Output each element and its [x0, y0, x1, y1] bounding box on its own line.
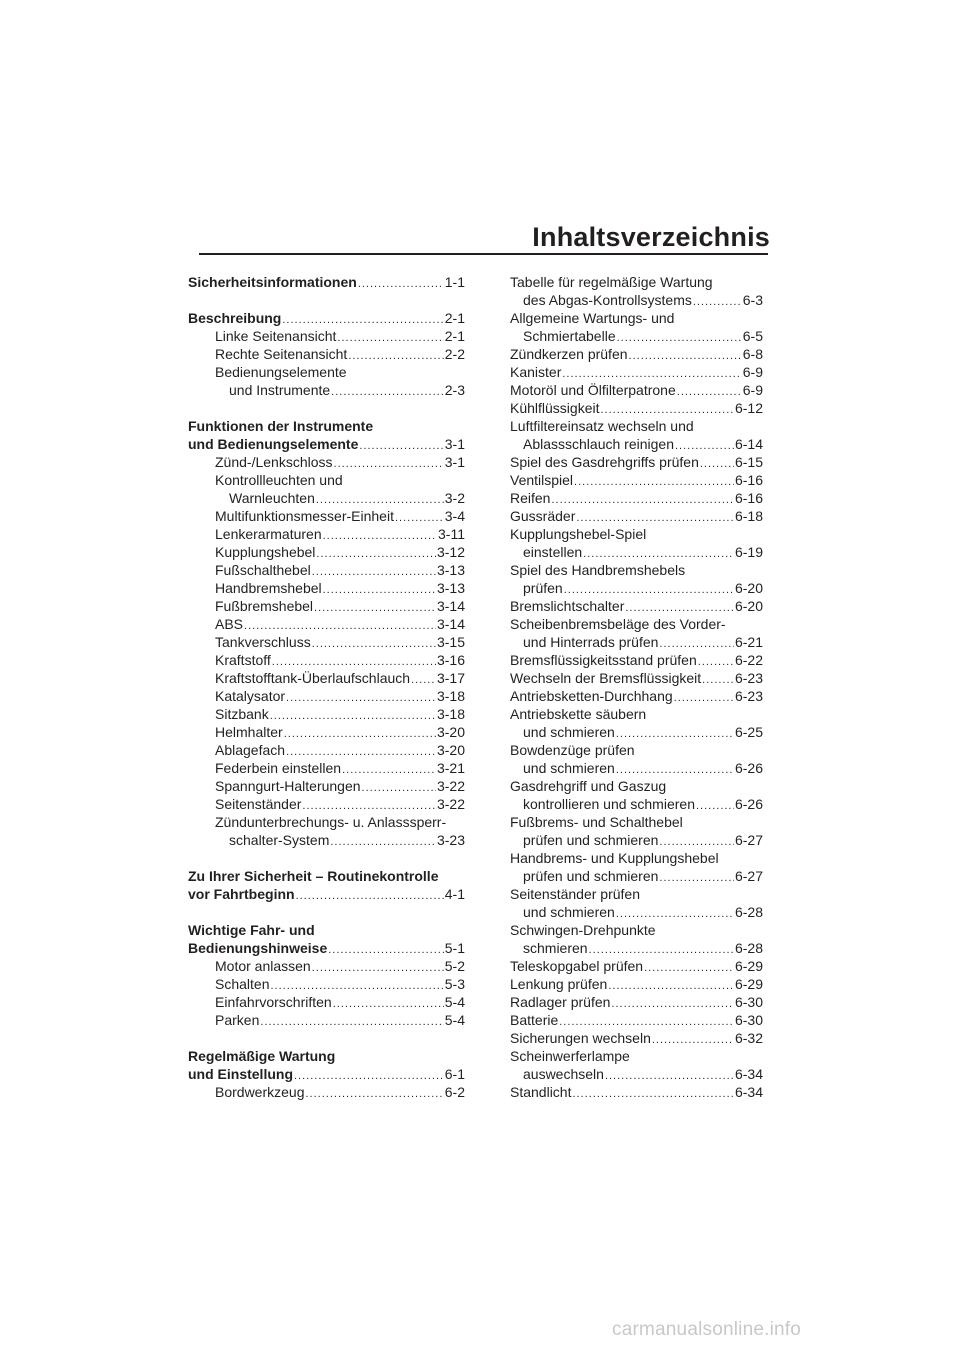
toc-page-number: 2-3	[444, 382, 465, 398]
toc-page-number: 6-30	[734, 1012, 763, 1028]
toc-entry-title: Tabelle für regelmäßige Wartung	[510, 274, 713, 290]
toc-page-number: 6-32	[734, 1030, 763, 1046]
toc-page-number: 3-22	[436, 796, 465, 812]
toc-entry[interactable]	[510, 633, 763, 651]
toc-page-number: 6-25	[734, 724, 763, 740]
toc-entry-title: vor Fahrtbeginn	[188, 886, 295, 902]
toc-entry-title: Antriebskette säubern	[510, 706, 647, 722]
toc-entry-title: Spanngurt-Halterungen	[215, 778, 361, 794]
dot-leader	[260, 1013, 443, 1031]
toc-page-number: 3-18	[436, 706, 465, 722]
toc-entry-title: schmieren	[523, 940, 588, 956]
toc-entry[interactable]	[188, 381, 465, 399]
toc-entry[interactable]	[188, 957, 465, 975]
toc-page-number: 6-20	[734, 598, 763, 614]
toc-entry[interactable]	[188, 777, 465, 795]
toc-page-number: 5-4	[444, 994, 465, 1010]
toc-entry-title: Kraftstoff	[215, 652, 271, 668]
toc-page-number: 3-15	[436, 634, 465, 650]
toc-entry-title: Schmiertabelle	[523, 328, 616, 344]
toc-page-number: 6-27	[734, 868, 763, 884]
toc-entry-title: Zündunterbrechungs- u. Anlasssperr-	[215, 814, 447, 830]
dot-leader	[605, 1067, 734, 1085]
toc-page-number: 6-1	[444, 1066, 465, 1082]
dot-leader	[358, 275, 444, 293]
toc-page-number: 3-14	[436, 598, 465, 614]
toc-entry[interactable]	[510, 507, 763, 525]
toc-entry[interactable]	[188, 543, 465, 561]
toc-page-number: 3-20	[436, 742, 465, 758]
toc-page-number: 6-28	[734, 940, 763, 956]
toc-entry[interactable]	[510, 687, 763, 705]
toc-entry-title: Scheinwerferlampe	[510, 1048, 630, 1064]
dot-leader	[306, 1085, 444, 1103]
toc-page-number: 3-13	[436, 580, 465, 596]
toc-entry-title: Linke Seitenansicht	[215, 328, 337, 344]
dot-leader	[314, 599, 436, 617]
dot-leader	[294, 1067, 444, 1085]
toc-entry[interactable]	[188, 651, 465, 669]
toc-page-number: 6-20	[734, 580, 763, 596]
toc-entry[interactable]	[510, 795, 763, 813]
toc-page-number: 6-9	[742, 382, 763, 398]
toc-entry[interactable]	[510, 327, 763, 345]
toc-page-number: 6-3	[742, 292, 763, 308]
toc-entry-title: Kraftstofftank-Überlaufschlauch	[215, 670, 411, 686]
dot-leader	[693, 293, 742, 311]
dot-leader	[328, 941, 444, 959]
toc-entry-title: Schalten	[215, 976, 270, 992]
toc-entry[interactable]	[188, 831, 465, 849]
toc-entry-title: Wechseln der Bremsflüssigkeit	[510, 670, 702, 686]
toc-entry[interactable]	[510, 957, 763, 975]
dot-leader	[312, 635, 436, 653]
toc-page-number: 3-14	[436, 616, 465, 632]
dot-leader	[316, 545, 436, 563]
toc-entry[interactable]	[188, 1083, 465, 1101]
toc-entry-title: Tankverschluss	[215, 634, 311, 650]
toc-page-number: 5-3	[444, 976, 465, 992]
toc-page-number: 6-5	[742, 328, 763, 344]
toc-page-number: 6-16	[734, 472, 763, 488]
toc-page-number: 6-34	[734, 1066, 763, 1082]
dot-leader	[698, 653, 734, 671]
toc-entry[interactable]	[188, 741, 465, 759]
toc-section-heading[interactable]	[188, 435, 465, 453]
toc-page-number: 3-13	[436, 562, 465, 578]
dot-leader	[702, 671, 734, 689]
toc-entry[interactable]	[510, 399, 763, 417]
dot-leader	[334, 455, 444, 473]
toc-entry[interactable]	[188, 795, 465, 813]
dot-leader	[270, 707, 436, 725]
toc-page-number: 3-4	[444, 508, 465, 524]
dot-leader	[348, 347, 443, 365]
toc-entry-title: Seitenständer prüfen	[510, 886, 640, 902]
toc-entry-title: Luftfiltereinsatz wechseln und	[510, 418, 694, 434]
dot-leader	[330, 833, 436, 851]
section-spacer	[188, 903, 465, 921]
toc-entry-title: kontrollieren und schmieren	[523, 796, 695, 812]
toc-page-number: 6-15	[734, 454, 763, 470]
toc-entry[interactable]	[510, 975, 763, 993]
title-rule	[199, 253, 768, 255]
toc-entry[interactable]	[510, 939, 763, 957]
toc-page-number: 6-34	[734, 1084, 763, 1100]
dot-leader	[617, 329, 742, 347]
dot-leader	[362, 779, 436, 797]
dot-leader	[411, 671, 436, 689]
toc-entry-title: Spiel des Gasdrehgriffs prüfen	[510, 454, 699, 470]
toc-entry-title: Kanister	[510, 364, 562, 380]
toc-entry-title: und Instrumente	[229, 382, 331, 398]
toc-entry[interactable]	[188, 669, 465, 687]
dot-leader	[296, 887, 444, 905]
toc-entry-title: Warnleuchten	[229, 490, 315, 506]
toc-page-number: 2-2	[444, 346, 465, 362]
toc-page-number: 3-22	[436, 778, 465, 794]
toc-entry[interactable]	[510, 669, 763, 687]
toc-entry[interactable]	[188, 633, 465, 651]
toc-entry-title: Ablagefach	[215, 742, 286, 758]
toc-entry-title: Kupplungshebel	[215, 544, 316, 560]
toc-entry-title: Allgemeine Wartungs- und	[510, 310, 675, 326]
toc-entry-title: Motor anlassen	[215, 958, 311, 974]
toc-entry[interactable]	[188, 615, 465, 633]
toc-entry-title: Bordwerkzeug	[215, 1084, 305, 1100]
toc-entry-title: Reifen	[510, 490, 551, 506]
toc-entry-title: Scheibenbremsbeläge des Vorder-	[510, 616, 726, 632]
toc-entry	[510, 273, 763, 291]
toc-entry-title: Bremsflüssigkeitsstand prüfen	[510, 652, 697, 668]
toc-entry-title: einstellen	[523, 544, 583, 560]
dot-leader	[337, 329, 443, 347]
toc-page-number: 3-20	[436, 724, 465, 740]
toc-entry-title: Handbremshebel	[215, 580, 322, 596]
toc-entry-title: Seitenständer	[215, 796, 302, 812]
toc-entry-title: Regelmäßige Wartung	[188, 1048, 336, 1064]
toc-entry-title: Einfahrvorschriften	[215, 994, 332, 1010]
toc-entry[interactable]	[188, 759, 465, 777]
toc-entry[interactable]	[510, 489, 763, 507]
toc-entry	[510, 705, 763, 723]
toc-entry-title: Wichtige Fahr- und	[188, 922, 315, 938]
toc-entry[interactable]	[188, 561, 465, 579]
toc-entry[interactable]	[188, 597, 465, 615]
toc-entry[interactable]	[510, 597, 763, 615]
toc-entry-title: Radlager prüfen	[510, 994, 611, 1010]
toc-page-number: 6-26	[734, 796, 763, 812]
toc-page-number: 3-1	[444, 436, 465, 452]
dot-leader	[312, 959, 444, 977]
toc-page-number: 3-17	[436, 670, 465, 686]
toc-entry	[510, 741, 763, 759]
toc-entry[interactable]	[188, 453, 465, 471]
toc-entry[interactable]	[510, 345, 763, 363]
dot-leader	[359, 437, 443, 455]
toc-page-number: 3-1	[444, 454, 465, 470]
toc-entry-title: prüfen und schmieren	[523, 868, 659, 884]
toc-page-number: 6-8	[742, 346, 763, 362]
toc-page-number: 2-1	[444, 310, 465, 326]
toc-column-left	[188, 273, 465, 1101]
toc-page-number: 6-23	[734, 670, 763, 686]
toc-entry[interactable]	[188, 489, 465, 507]
toc-entry-title: Kontrollleuchten und	[215, 472, 343, 488]
toc-page-number: 6-21	[734, 634, 763, 650]
toc-entry-title: ABS	[215, 616, 244, 632]
dot-leader	[551, 491, 734, 509]
toc-entry-title: Lenkerarmaturen	[215, 526, 322, 542]
toc-entry-title: und schmieren	[523, 724, 615, 740]
toc-entry-title: Teleskopgabel prüfen	[510, 958, 644, 974]
toc-entry[interactable]	[510, 723, 763, 741]
toc-section-heading[interactable]	[188, 1065, 465, 1083]
toc-page-number: 5-2	[444, 958, 465, 974]
toc-entry[interactable]	[510, 1029, 763, 1047]
toc-entry	[510, 309, 763, 327]
section-spacer	[188, 291, 465, 309]
toc-entry-title: Gasdrehgriff und Gaszug	[510, 778, 667, 794]
toc-entry-title: Antriebsketten-Durchhang	[510, 688, 673, 704]
toc-entry-title: Handbrems- und Kupplungshebel	[510, 850, 719, 866]
toc-entry-title: Sicherungen wechseln	[510, 1030, 651, 1046]
dot-leader	[700, 455, 734, 473]
toc-entry[interactable]	[188, 723, 465, 741]
toc-entry[interactable]	[188, 975, 465, 993]
toc-entry[interactable]	[188, 507, 465, 525]
dot-leader	[572, 1085, 733, 1103]
toc-entry-title: Lenkung prüfen	[510, 976, 608, 992]
toc-entry-title: Sicherheitsinformationen	[188, 274, 357, 290]
toc-entry-title: Fußschalthebel	[215, 562, 311, 578]
toc-page-number: 6-19	[734, 544, 763, 560]
toc-entry-title: des Abgas-Kontrollsystems	[523, 292, 692, 308]
toc-entry[interactable]	[510, 903, 763, 921]
toc-page-number: 3-2	[444, 490, 465, 506]
toc-entry-title: Gussräder	[510, 508, 576, 524]
dot-leader	[659, 869, 734, 887]
toc-entry[interactable]	[510, 867, 763, 885]
toc-entry-title: Rechte Seitenansicht	[215, 346, 348, 362]
toc-entry-title: Federbein einstellen	[215, 760, 342, 776]
dot-leader	[286, 689, 436, 707]
toc-page-number: 3-21	[436, 760, 465, 776]
toc-entry-title: Zündkerzen prüfen	[510, 346, 628, 362]
toc-page-number: 4-1	[444, 886, 465, 902]
toc-entry[interactable]	[510, 453, 763, 471]
toc-entry	[510, 921, 763, 939]
toc-entry[interactable]	[510, 759, 763, 777]
toc-page-number: 6-22	[734, 652, 763, 668]
toc-column-right	[510, 273, 763, 1101]
dot-leader	[323, 527, 437, 545]
toc-page-number: 1-1	[444, 274, 465, 290]
toc-entry-title: Zu Ihrer Sicherheit – Routinekontrolle	[188, 868, 439, 884]
toc-entry-title: Kühlflüssigkeit	[510, 400, 600, 416]
toc-entry-title: prüfen und schmieren	[523, 832, 659, 848]
toc-page-number: 6-9	[742, 364, 763, 380]
toc-section-heading[interactable]	[188, 309, 465, 327]
toc-entry-title: und schmieren	[523, 904, 615, 920]
toc-entry	[510, 417, 763, 435]
toc-entry[interactable]	[510, 831, 763, 849]
dot-leader	[574, 473, 734, 491]
dot-leader	[331, 383, 444, 401]
toc-section-heading	[188, 867, 465, 885]
toc-entry	[510, 885, 763, 903]
dot-leader	[611, 995, 734, 1013]
toc-entry-title: und Einstellung	[188, 1066, 293, 1082]
toc-entry-title: schalter-System	[229, 832, 330, 848]
toc-entry-title: Beschreibung	[188, 310, 282, 326]
dot-leader	[644, 959, 734, 977]
toc-page-number: 6-16	[734, 490, 763, 506]
toc-entry-title: Zünd-/Lenkschloss	[215, 454, 333, 470]
toc-entry	[188, 813, 465, 831]
toc-page-number: 6-26	[734, 760, 763, 776]
toc-page-number: 5-4	[444, 1012, 465, 1028]
toc-section-heading	[188, 1047, 465, 1065]
toc-page-number: 6-27	[734, 832, 763, 848]
toc-entry[interactable]	[188, 705, 465, 723]
section-spacer	[188, 399, 465, 417]
toc-entry-title: Bedienungshinweise	[188, 940, 328, 956]
toc-section-heading[interactable]	[188, 273, 465, 291]
toc-entry-title: und Hinterrads prüfen	[523, 634, 659, 650]
toc-entry-title: Bremslichtschalter	[510, 598, 625, 614]
toc-entry[interactable]	[510, 291, 763, 309]
toc-section-heading[interactable]	[188, 885, 465, 903]
toc-page-number: 6-18	[734, 508, 763, 524]
page-title: Inhaltsverzeichnis	[532, 222, 770, 252]
toc-entry[interactable]	[188, 525, 465, 543]
toc-entry[interactable]	[188, 993, 465, 1011]
dot-leader	[333, 995, 444, 1013]
toc-section-heading	[188, 417, 465, 435]
toc-entry	[188, 471, 465, 489]
toc-entry	[510, 561, 763, 579]
toc-page-number: 6-14	[734, 436, 763, 452]
section-spacer	[188, 849, 465, 867]
dot-leader	[323, 581, 436, 599]
toc-entry	[510, 777, 763, 795]
toc-entry	[510, 813, 763, 831]
toc-page-number: 2-1	[444, 328, 465, 344]
toc-entry[interactable]	[510, 579, 763, 597]
toc-entry[interactable]	[510, 651, 763, 669]
dot-leader	[312, 563, 436, 581]
toc-entry-title: Funktionen der Instrumente	[188, 418, 374, 434]
toc-entry	[188, 363, 465, 381]
toc-page-number: 3-18	[436, 688, 465, 704]
toc-entry[interactable]	[510, 435, 763, 453]
toc-entry[interactable]	[510, 543, 763, 561]
toc-entry-title: Katalysator	[215, 688, 286, 704]
toc-entry-title: Parken	[215, 1012, 260, 1028]
toc-entry-title: prüfen	[523, 580, 563, 596]
toc-entry-title: Standlicht	[510, 1084, 572, 1100]
dot-leader	[629, 347, 742, 365]
toc-page-number: 6-28	[734, 904, 763, 920]
toc-entry-title: Fußbremshebel	[215, 598, 314, 614]
toc-page-number: 3-11	[438, 526, 465, 542]
toc-entry-title: Bedienungselemente	[215, 364, 347, 380]
toc-entry[interactable]	[510, 381, 763, 399]
toc-entry	[510, 615, 763, 633]
toc-entry[interactable]	[188, 327, 465, 345]
toc-entry-title: Ablassschlauch reinigen	[523, 436, 674, 452]
toc-entry-title: Sitzbank	[215, 706, 269, 722]
toc-entry-title: Spiel des Handbremshebels	[510, 562, 686, 578]
toc-entry[interactable]	[188, 579, 465, 597]
toc-page-number: 6-30	[734, 994, 763, 1010]
toc-entry-title: Multifunktionsmesser-Einheit	[215, 508, 394, 524]
toc-entry-title: Motoröl und Ölfilterpatrone	[510, 382, 676, 398]
toc-entry-title: auswechseln	[523, 1066, 604, 1082]
toc-page-number: 6-12	[734, 400, 763, 416]
toc-page-number: 6-29	[734, 958, 763, 974]
dot-leader	[696, 797, 734, 815]
toc-entry[interactable]	[510, 1083, 763, 1101]
toc-page-number: 5-1	[444, 940, 465, 956]
toc-entry-title: Helmhalter	[215, 724, 283, 740]
dot-leader	[395, 509, 444, 527]
dot-leader	[677, 383, 742, 401]
toc-entry	[510, 849, 763, 867]
toc-page-number: 6-23	[734, 688, 763, 704]
toc-entry[interactable]	[188, 687, 465, 705]
toc-page-number: 3-12	[436, 544, 465, 560]
toc-entry-title: Kupplungshebel-Spiel	[510, 526, 647, 542]
toc-entry-title: Batterie	[510, 1012, 559, 1028]
toc-entry[interactable]	[188, 1011, 465, 1029]
toc-section-heading	[188, 921, 465, 939]
section-spacer	[188, 1029, 465, 1047]
toc-page-number: 6-2	[444, 1084, 465, 1100]
toc-entry-title: Ventilspiel	[510, 472, 574, 488]
toc-page-number: 3-23	[436, 832, 465, 848]
toc-entry	[510, 1047, 763, 1065]
toc-section-heading[interactable]	[188, 939, 465, 957]
toc-page-number: 3-16	[436, 652, 465, 668]
toc-entry-title: und Bedienungselemente	[188, 436, 359, 452]
dot-leader	[652, 1031, 734, 1049]
toc-page-number: 6-29	[734, 976, 763, 992]
toc-entry-title: Fußbrems- und Schalthebel	[510, 814, 683, 830]
toc-entry[interactable]	[510, 1011, 763, 1029]
toc-entry-title: Schwingen-Drehpunkte	[510, 922, 656, 938]
toc-entry[interactable]	[510, 363, 763, 381]
toc-entry-title: Bowdenzüge prüfen	[510, 742, 635, 758]
toc-entry-title: und schmieren	[523, 760, 615, 776]
watermark: carmanualsonline.info	[612, 1319, 802, 1340]
dot-leader	[608, 977, 734, 995]
dot-leader	[674, 689, 734, 707]
toc-entry[interactable]	[510, 471, 763, 489]
toc-entry[interactable]	[510, 993, 763, 1011]
dot-leader	[284, 725, 436, 743]
toc-entry[interactable]	[188, 345, 465, 363]
toc-entry[interactable]	[510, 1065, 763, 1083]
toc-entry	[510, 525, 763, 543]
